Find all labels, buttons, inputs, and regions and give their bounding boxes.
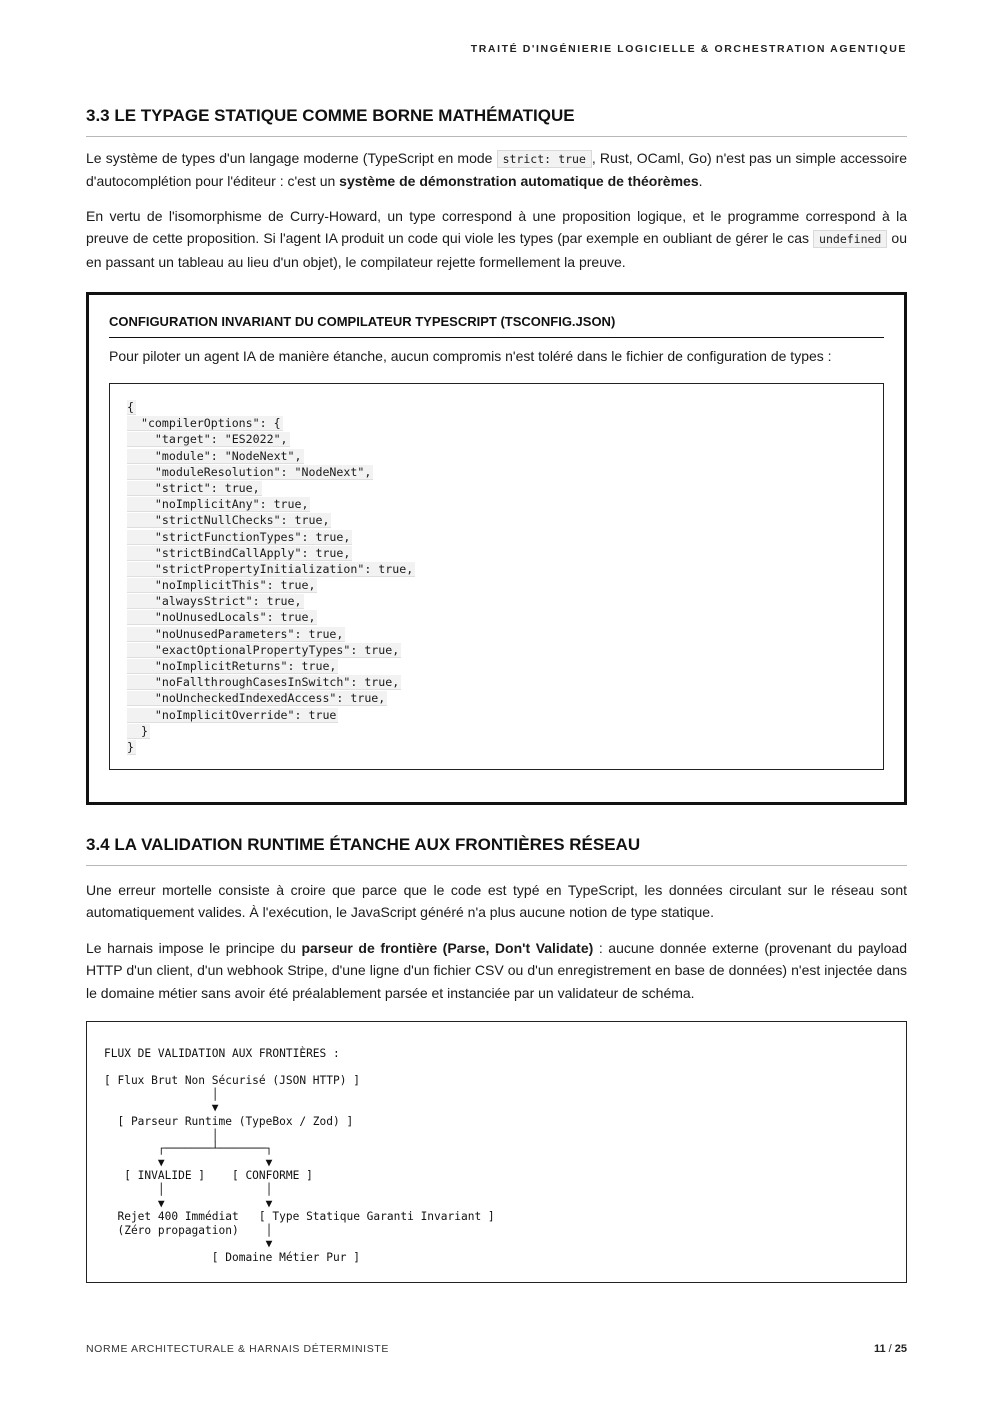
code-line-text: "strictPropertyInitialization": true, [127, 561, 414, 576]
code-line [127, 561, 415, 577]
code-line [127, 593, 415, 609]
config-callout-box [86, 292, 907, 805]
code-line-text: "noImplicitThis": true, [127, 578, 316, 593]
footer-title: NORME ARCHITECTURALE & HARNAIS DÉTERMINISTE [86, 1343, 389, 1355]
text-run: , Rust, OCaml, Go) n'est pas un simple accessoire d'autocomplétion pour l'éditeur : c'est un [86, 150, 907, 190]
code-line-text: "moduleResolution": "NodeNext", [127, 464, 372, 479]
code-line-text: "strictNullChecks": true, [127, 513, 330, 528]
code-line [127, 609, 415, 625]
code-line-text: "noUnusedLocals": true, [127, 610, 316, 625]
section-3-4-paragraph-1: Une erreur mortelle consiste à croire que parce que le code est typé en TypeScript, les données circulant sur le réseau sont automatiquement valides. À l'exécution, le JavaScript généré n'a plus aucune notion de type statique. [86, 882, 907, 921]
page-total: 25 [894, 1343, 907, 1355]
code-line-text: "noImplicitAny": true, [127, 497, 309, 512]
code-line-text: { [127, 400, 134, 414]
code-line [127, 399, 415, 415]
code-line-text: "exactOptionalPropertyTypes": true, [127, 642, 400, 657]
code-line [127, 448, 415, 464]
validation-flow-diagram: FLUX DE VALIDATION AUX FRONTIÈRES : [ Flux Brut Non Sécurisé (JSON HTTP) ] │ ▼ [ Parseur Runtime (TypeBox / Zod) ] │ ┌───────┴───────┐ ▼ ▼ [ INVALIDE ] [ CONFORME ] │ │ ▼ ▼ Rejet 400 Immédiat [ Type Statique Garanti Invariant ] (Zéro propagation) │ ▼ [ Domaine Métier Pur ] [104, 1047, 495, 1264]
section-3-3-heading: 3.3 LE TYPAGE STATIQUE COMME BORNE MATHÉMATIQUE [86, 106, 907, 137]
bold-text: système de démonstration automatique de théorèmes [339, 173, 699, 190]
code-line-text: "noFallthroughCasesInSwitch": true, [127, 675, 400, 690]
code-line [127, 674, 415, 690]
code-line [127, 626, 415, 642]
section-3-4-paragraph-2 [86, 937, 907, 1004]
code-line [127, 415, 415, 431]
config-box-title: CONFIGURATION INVARIANT DU COMPILATEUR TYPESCRIPT (TSCONFIG.JSON) [109, 314, 884, 338]
code-line [127, 642, 415, 658]
text-run: : aucune donnée externe (provenant du payload HTTP d'un client, d'un webhook Stripe, d'une ligne d'un fichier CSV ou d'un enregistrement en base de données) n'est injectée dans le domaine métier sans avoir été préalablement parsée et instanciée par un validateur de schéma. [86, 940, 907, 1001]
code-line-text: "noImplicitReturns": true, [127, 659, 337, 673]
code-line-text: "target": "ES2022", [127, 432, 288, 447]
text-run: Le harnais impose le principe du [86, 940, 302, 956]
text-run: ou en passant un tableau au lieu d'un objet), le compilateur rejette formellement la preuve. [86, 230, 907, 270]
text-run: Le système de types d'un langage moderne (TypeScript en mode [86, 150, 497, 166]
inline-code: undefined [813, 230, 887, 248]
code-line [127, 658, 415, 674]
code-line-text: "strict": true, [127, 480, 260, 495]
code-line-text: "noUnusedParameters": true, [127, 626, 344, 641]
code-line [127, 707, 415, 723]
code-lines [127, 399, 415, 755]
text-run: En vertu de l'isomorphisme de Curry-Howard, un type correspond à une proposition logique, et le programme correspond à la preuve de cette proposition. Si l'agent IA produit un code qui viole les types (par exemple en oubliant de gérer le cas [86, 208, 907, 247]
code-line-text: "compilerOptions": { [127, 416, 281, 431]
page-number [874, 1343, 907, 1355]
code-line [127, 739, 415, 755]
code-line-text: "module": "NodeNext", [127, 448, 302, 463]
page-current: 11 [873, 1343, 886, 1355]
code-line-text: "noImplicitOverride": true [127, 707, 337, 722]
bold-text: parseur de frontière (Parse, Don't Validate) [301, 940, 594, 956]
code-line-text: } [127, 739, 134, 754]
tsconfig-code-block [109, 383, 884, 770]
page-separator: / [885, 1343, 895, 1355]
section-3-4-heading: 3.4 LA VALIDATION RUNTIME ÉTANCHE AUX FRONTIÈRES RÉSEAU [86, 835, 907, 866]
running-header: TRAITÉ D'INGÉNIERIE LOGICIELLE & ORCHESTRATION AGENTIQUE [470, 43, 907, 55]
code-line [127, 480, 415, 496]
text-run: . [698, 173, 703, 190]
code-line-text: "noUncheckedIndexedAccess": true, [127, 691, 386, 706]
code-line-text: "alwaysStrict": true, [127, 594, 302, 609]
code-line [127, 545, 415, 561]
code-line [127, 529, 415, 545]
code-line-text: } [127, 723, 148, 738]
code-line-text: "strictFunctionTypes": true, [127, 529, 351, 544]
code-line [127, 431, 415, 447]
code-line [127, 464, 415, 480]
code-line-text: "strictBindCallApply": true, [127, 545, 351, 560]
section-3-3-paragraph-2 [86, 205, 907, 273]
code-line [127, 690, 415, 706]
section-3-3-paragraph-1 [86, 147, 907, 193]
code-line [127, 723, 415, 739]
validation-flow-diagram-box [86, 1021, 907, 1283]
code-line [127, 577, 415, 593]
code-line [127, 496, 415, 512]
code-line [127, 512, 415, 528]
config-box-intro: Pour piloter un agent IA de manière étanche, aucun compromis n'est toléré dans le fichier de configuration de types : [109, 348, 832, 364]
inline-code: strict: true [497, 150, 592, 168]
